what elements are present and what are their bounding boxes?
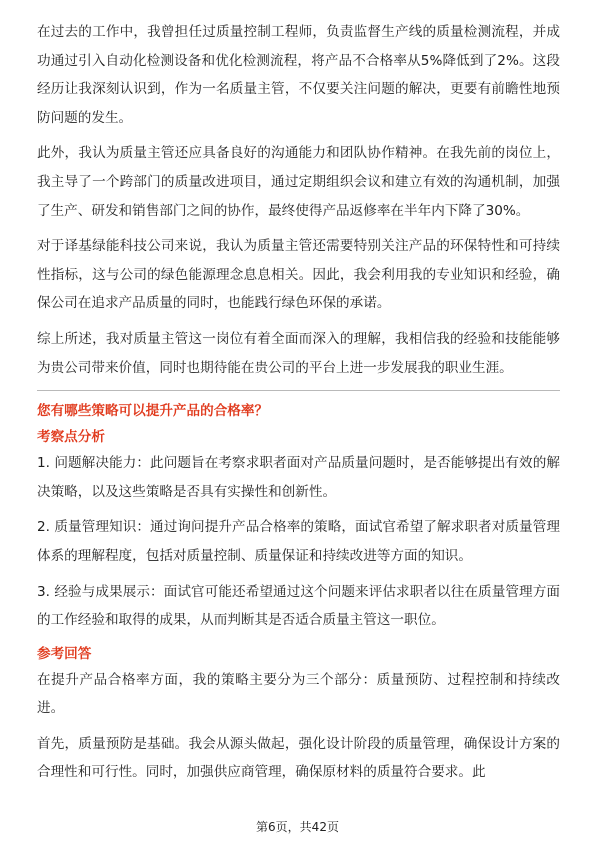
answer-paragraph: 首先，质量预防是基础。我会从源头做起，强化设计阶段的质量管理，确保设计方案的合理性和可行性。同时，加强供应商管理，确保原材料的质量符合要求。此 [37, 735, 560, 781]
analysis-item: 1. 问题解决能力：此问题旨在考察求职者面对产品质量问题时，是否能够提出有效的解决策略，以及这些策略是否具有实操性和创新性。 [37, 455, 560, 500]
page-number: 第6页，共42页 [256, 820, 339, 834]
analysis-heading: 考察点分析 [37, 429, 105, 446]
question-heading: 您有哪些策略可以提升产品的合格率？ [37, 403, 269, 420]
analysis-item: 2. 质量管理知识：通过询问提升产品合格率的策略，面试官希望了解求职者对质量管理体系的理解程度，包括对质量控制、质量保证和持续改进等方面的知识。 [37, 519, 560, 564]
section-divider [37, 390, 560, 391]
paragraph: 综上所述，我对质量主管这一岗位有着全面而深入的理解，我相信我的经验和技能能够为贵公司带来价值，同时也期待能在贵公司的平台上进一步发展我的职业生涯。 [37, 330, 560, 376]
paragraph: 对于译基绿能科技公司来说，我认为质量主管还需要特别关注产品的环保特性和可持续性指标，这与公司的绿色能源理念息息相关。因此，我会利用我的专业知识和经验，确保公司在追求产品质量的同时，也能践行绿色环保的承诺。 [37, 238, 560, 312]
analysis-item: 3. 经验与成果展示：面试官可能还希望通过这个问题来评估求职者以往在质量管理方面的工作经验和取得的成果，从而判断其是否适合质量主管这一职位。 [37, 583, 560, 629]
paragraph: 此外，我认为质量主管还应具备良好的沟通能力和团队协作精神。在我先前的岗位上，我主导了一个跨部门的质量改进项目，通过定期组织会议和建立有效的沟通机制，加强了生产、研发和销售部门之间的协作，最终使得产品返修率在半年内下降了30%。 [37, 145, 560, 219]
paragraph: 在过去的工作中，我曾担任过质量控制工程师，负责监督生产线的质量检测流程，并成功通过引入自动化检测设备和优化检测流程，将产品不合格率从5%降低到了2%。这段经历让我深刻认识到，作为一名质量主管，不仅要关注问题的解决，更要有前瞻性地预防问题的发生。 [37, 24, 560, 126]
answer-paragraph: 在提升产品合格率方面，我的策略主要分为三个部分：质量预防、过程控制和持续改进。 [37, 671, 560, 717]
page-content [37, 18, 560, 794]
answer-heading: 参考回答 [37, 645, 92, 662]
